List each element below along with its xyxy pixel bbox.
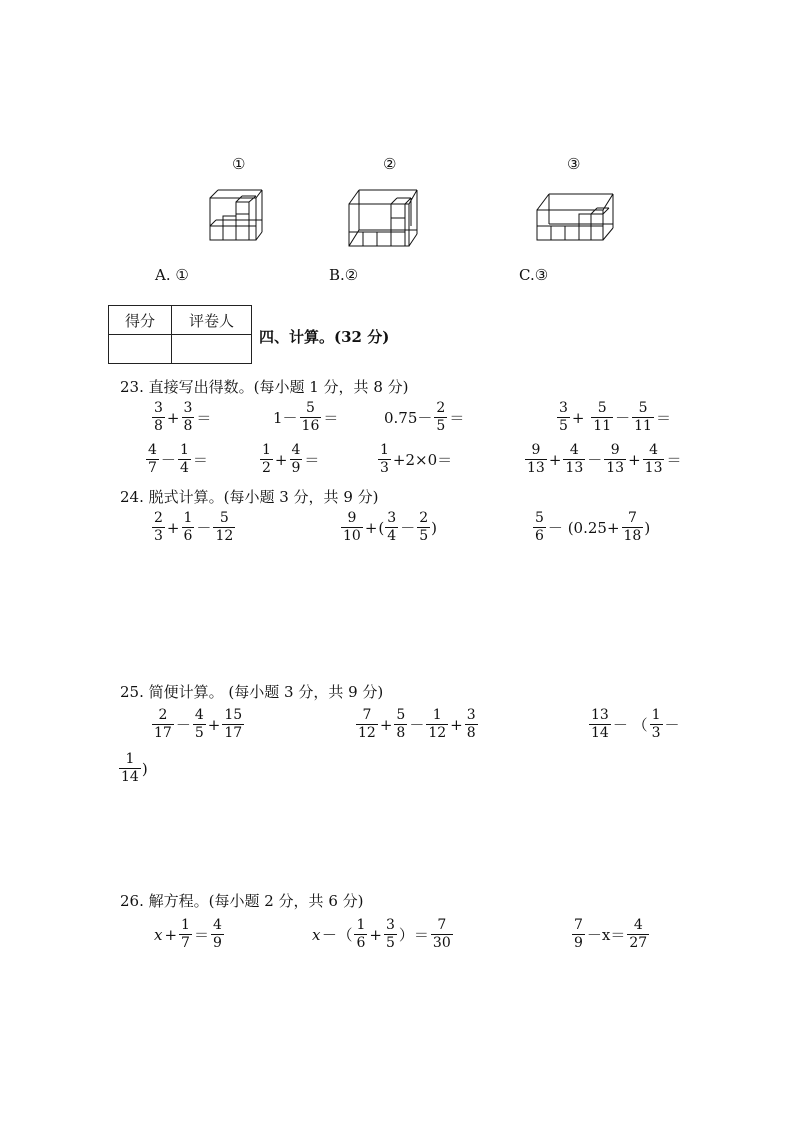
cube-figure-1 (206, 186, 266, 244)
q23-heading: 23. 直接写出得数。(每小题 1 分，共 8 分) (120, 378, 409, 396)
figure-label-1: ① (232, 155, 246, 173)
q24-item-2: $\frac{9}{10}$ + ( $\frac{3}{4}$ － $\frac{2}{5}$ ) (343, 510, 437, 544)
score-table (108, 305, 252, 364)
section4-title: 四、计算。(32 分) (259, 328, 390, 346)
figure-label-2: ② (383, 155, 397, 173)
figure-label-3: ③ (567, 155, 581, 173)
q26-item-3: $\frac{7}{9}$ －x＝ $\frac{4}{27}$ (574, 917, 648, 951)
q25-item-3: $\frac{13}{14}$ － （ $\frac{1}{3}$ － (591, 707, 680, 741)
q24-item-1: $\frac{2}{3}$ + $\frac{1}{6}$ － $\frac{5}{12}$ (154, 510, 234, 544)
q23-item-4: $\frac{3}{5}$ + $\frac{5}{11}$ － $\frac{5}{11}$ ＝ (559, 400, 671, 434)
option-a: A. ① (155, 266, 189, 284)
q26-item-2: x－ （ $\frac{1}{6}$ + $\frac{3}{5}$ ）＝ $\frac{7}{30}$ (312, 917, 451, 951)
grader-cell[interactable] (172, 335, 252, 364)
score-cell[interactable] (109, 335, 172, 364)
q25-item-2: $\frac{7}{12}$ + $\frac{5}{8}$ － $\frac{1}{12}$ + $\frac{3}{8}$ (358, 707, 476, 741)
q23-item-8: $\frac{9}{13}$ + $\frac{4}{13}$ － $\frac{9}{13}$ + $\frac{4}{13}$ ＝ (527, 442, 682, 476)
score-header: 得分 (109, 306, 172, 335)
option-c: C.③ (519, 266, 549, 284)
q24-item-3: $\frac{5}{6}$ － (0.25+ $\frac{7}{18}$ ) (535, 510, 651, 544)
q23-item-1: $\frac{3}{8}$ + $\frac{3}{8}$ ＝ (154, 400, 212, 434)
q23-item-5: $\frac{4}{7}$ － $\frac{1}{4}$ ＝ (148, 442, 208, 476)
q26-item-1: x + $\frac{1}{7}$ ＝ $\frac{4}{9}$ (154, 917, 222, 951)
q25-item-3-cont: $\frac{1}{14}$ ) (121, 751, 148, 785)
q25-item-1: $\frac{2}{17}$ － $\frac{4}{5}$ + $\frac{15}{17}$ (154, 707, 243, 741)
q26-heading: 26. 解方程。(每小题 2 分，共 6 分) (120, 892, 364, 910)
q23-item-7: $\frac{1}{3}$ +2×0＝ (380, 442, 453, 476)
cube-figure-3 (533, 190, 617, 244)
q24-heading: 24. 脱式计算。(每小题 3 分，共 9 分) (120, 488, 379, 506)
cube-figure-2 (345, 186, 421, 250)
q23-item-2: 1－ $\frac{5}{16}$ ＝ (273, 400, 339, 434)
q25-heading: 25. 简便计算。 (每小题 3 分，共 9 分) (120, 683, 384, 701)
grader-header: 评卷人 (172, 306, 252, 335)
option-b: B.② (329, 266, 359, 284)
q23-item-6: $\frac{1}{2}$ + $\frac{4}{9}$ ＝ (262, 442, 320, 476)
q23-item-3: 0.75－ $\frac{2}{5}$ ＝ (384, 400, 465, 434)
